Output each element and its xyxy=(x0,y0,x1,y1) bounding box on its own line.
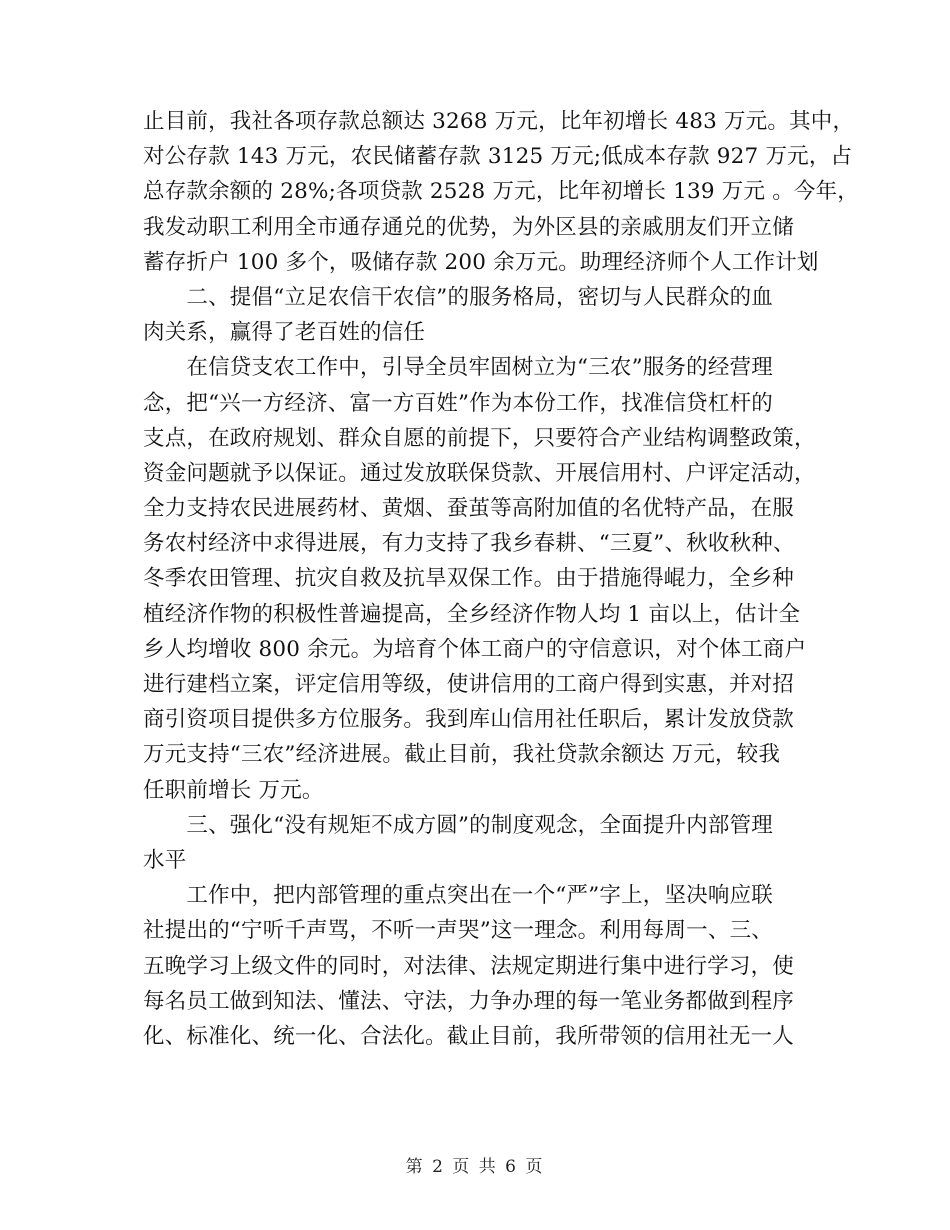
text-line-18: 商引资项目提供多方位服务。我到库山信用社任职后，累计发放贷款 xyxy=(143,707,795,733)
text-line-26: 每名员工做到知法、懂法、守法，力争办理的每一笔业务都做到程序 xyxy=(143,988,795,1014)
body-text xyxy=(143,104,859,1054)
text-line-9: 念，把“兴一方经济、富一方百姓”作为本份工作，找准信贷杠杆的 xyxy=(143,390,773,416)
text-line-1: 止目前，我社各项存款总额达 3268 万元，比年初增长 483 万元。其中， xyxy=(143,109,855,134)
section-heading-2-line-2: 肉关系，赢得了老百姓的信任 xyxy=(143,320,426,346)
text-line-8: 在信贷支农工作中，引导全员牢固树立为“三农”服务的经营理 xyxy=(143,355,773,381)
text-line-12: 全力支持农民进展药材、黄烟、蚕茧等高附加值的名优特产品，在服 xyxy=(143,496,795,522)
text-line-2: 对公存款 143 万元，农民储蓄存款 3125 万元;低成本存款 927 万元，占 xyxy=(143,144,853,170)
text-line-24: 社提出的“宁听千声骂，不听一声哭”这一理念。利用每周一、三、 xyxy=(143,918,773,944)
text-line-11: 资金问题就予以保证。通过发放联保贷款、开展信用村、户评定活动， xyxy=(143,460,816,486)
text-line-23: 工作中，把内部管理的重点突出在一个“严”字上，坚决响应联 xyxy=(143,883,773,909)
text-line-25: 五晚学习上级文件的同时，对法律、法规定期进行集中进行学习，使 xyxy=(143,953,795,979)
page-number-footer: 第 2 页 共 6 页 xyxy=(405,1157,545,1177)
section-heading-3-line-1: 三、强化“没有规矩不成方圆”的制度观念，全面提升内部管理 xyxy=(143,812,773,838)
text-line-10: 支点，在政府规划、群众自愿的前提下，只要符合产业结构调整政策， xyxy=(143,425,816,451)
section-heading-3-line-2: 水平 xyxy=(143,847,187,873)
text-line-27: 化、标准化、统一化、合法化。截止目前，我所带领的信用社无一人 xyxy=(143,1023,795,1049)
text-line-19: 万元支持“三农”经济进展。截止目前，我社贷款余额达 万元，较我 xyxy=(143,742,781,768)
text-line-4: 我发动职工利用全市通存通兑的优势，为外区县的亲戚朋友们开立储 xyxy=(143,214,795,240)
text-line-17: 进行建档立案，评定信用等级，使讲信用的工商户得到实惠，并对招 xyxy=(143,672,795,697)
text-line-20: 任职前增长 万元。 xyxy=(143,777,324,803)
text-line-14: 冬季农田管理、抗灾自救及抗旱双保工作。由于措施得崐力，全乡种 xyxy=(143,566,795,592)
text-line-5: 蓄存折户 100 多个，吸储存款 200 余万元。助理经济师个人工作计划 xyxy=(143,249,819,275)
text-line-15: 植经济作物的积极性普遍提高，全乡经济作物人均 1 亩以上，估计全 xyxy=(143,601,801,627)
section-heading-2-line-1: 二、提倡“立足农信干农信”的服务格局，密切与人民群众的血 xyxy=(143,284,773,310)
text-line-13: 务农村经济中求得进展，有力支持了我乡春耕、“三夏”、秋收秋种、 xyxy=(143,531,795,557)
text-line-16: 乡人均增收 800 余元。为培育个体工商户的守信意识，对个体工商户 xyxy=(143,636,807,662)
text-line-3: 总存款余额的 28%;各项贷款 2528 万元，比年初增长 139 万元 。今年， xyxy=(143,179,859,205)
